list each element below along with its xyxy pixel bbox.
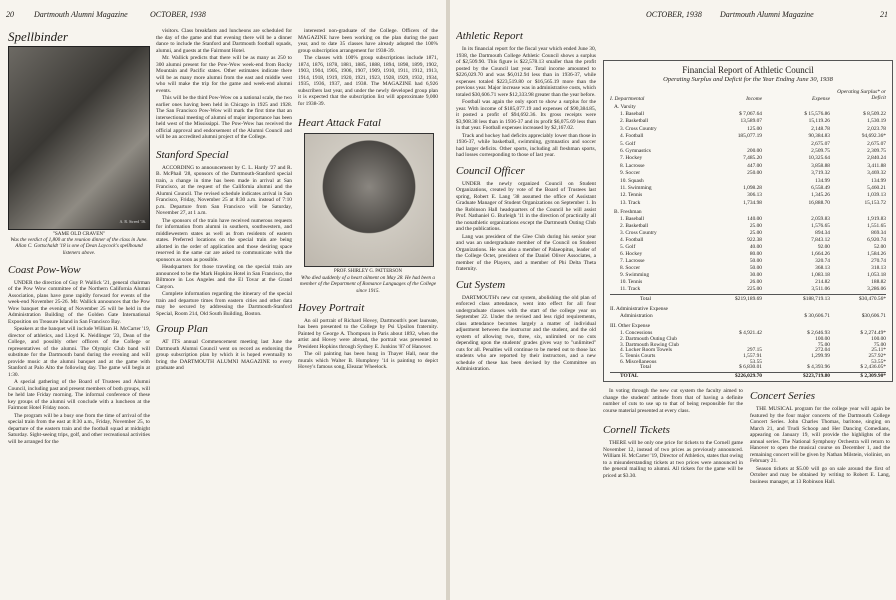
varsity-surplus: 15,153.72 [864, 199, 886, 206]
coast-heading: Coast Pow-Wow [8, 263, 81, 276]
freshman-row [610, 258, 886, 265]
freshman-surplus: 1,551.65 [867, 223, 886, 229]
freshman-income: 922.38 [747, 237, 762, 243]
column-5 [603, 388, 743, 598]
other-expense-income: 53.55 [749, 359, 762, 365]
coast-continued-paragraph: visitors. Class breakfasts and luncheons are scheduled for the day of the game and that evening there will be a dinner dance to include the Stanford and Dartmouth football squads, alumni, and guests at the Fairmont Hotel. [156, 28, 292, 54]
portrait-name: PROF. SHIRLEY G. PATTERSON [334, 269, 402, 274]
freshman-expense: 368.13 [815, 265, 830, 271]
hovey-heading: Hovey Portrait [298, 301, 365, 314]
grand-total-surplus: $ 2,309.90* [860, 373, 886, 379]
group-plan-continued: The classes with 100% group subscriptions include 1871, 1874, 1876, 1878, 1881, 1885, 1888, 1894, 1898, 1899, 1902, 1903, 1904, 1905, 1906, 1907, 1909, 1910, 1911, 1912, 1913, 1914, 1918, 1919, 1920, 1921, 1923, 1928, 1929, 1932, 1934, 1935, 1936, 1937, and 1938. The MAGAZINE had 6,926 subscribers last year, and under the newly developed group plan it is expected that the subscription list will approximate 9,000 for 1938-39. [298, 55, 438, 107]
varsity-name: 9. Soccer [620, 170, 641, 177]
freshman-expense: 3,511.06 [811, 286, 830, 292]
other-total-label: Total [640, 364, 651, 370]
financial-header-row [610, 89, 886, 103]
varsity-row [610, 200, 886, 207]
concert-heading: Concert Series [750, 390, 816, 402]
photo-caption-title: "SAME OLD CRAVEN" [52, 231, 106, 237]
freshman-surplus: 188.82 [871, 279, 886, 285]
varsity-income: 1,734.98 [743, 199, 762, 206]
freshman-expense: 7,843.12 [811, 237, 830, 243]
coast-paragraph: Speakers at the banquet will include William H. McCarter '19, director of athletics, and Lloyd K. Neidlinger '23, Dean of the College, and possibly other officers of the College or representatives of the alumni. The Olympic Club band will substitute for the Dartmouth band during the evening and will provide music at the alumni banquet and at the game with Stanford at Palo Alto the following day. The game will begin at 1:30. [8, 326, 150, 378]
other-expense-name: 1. Concessions [620, 330, 653, 336]
varsity-name: 2. Basketball [620, 118, 649, 125]
other-expense-income: 1,557.91 [743, 353, 762, 360]
section-departmental: I. Departmental [610, 96, 645, 102]
varsity-surplus: 1,039.13 [867, 192, 886, 199]
photo-caption: Was the verdict of 1,800 at the reunion dinner of the class in June. Allan C. Gottschaldt '18 is one of Dean Laycock's spellbound listeners above. [10, 237, 148, 256]
left-running-title: Dartmouth Alumni Magazine [34, 10, 128, 19]
varsity-expense: 1,345.26 [811, 192, 830, 199]
varsity-surplus: 2,023.78 [867, 125, 886, 132]
freshman-income: 50.00 [749, 265, 762, 271]
column-1 [8, 28, 150, 598]
departmental-total-row [610, 296, 886, 303]
varsity-income: 185,077.19 [737, 133, 762, 140]
freshman-surplus: 869.34 [871, 230, 886, 236]
varsity-expense: 90,384.83 [808, 133, 830, 140]
freshman-surplus: 52.00 [873, 244, 886, 250]
other-expense-name: 5. Tennis Courts [620, 353, 656, 360]
varsity-row [610, 178, 886, 185]
varsity-surplus: 3,469.32 [867, 170, 886, 177]
freshman-surplus: 1,584.26 [867, 251, 886, 257]
varsity-row [610, 148, 886, 155]
administration-label: Administration [620, 313, 653, 319]
varsity-row [610, 111, 886, 118]
freshman-name: 11. Track [620, 286, 641, 292]
other-expense-name: 4. Locker Room Towels [620, 347, 672, 354]
freshman-row [610, 272, 886, 279]
freshman-row [610, 286, 886, 293]
varsity-name: 10. Squash [620, 177, 644, 184]
varsity-name: 5. Golf [620, 140, 636, 147]
freshman-income: 50.00 [749, 258, 762, 264]
varsity-expense: 3,858.88 [811, 162, 830, 169]
coast-paragraph: A special gathering of the Board of Trustees and Alumni Council, including past and present members of both groups, will be held late Friday morning. The informal conference of these key groups of the alumni will conclude with a luncheon at the Fairmont Hotel Friday noon. [8, 379, 150, 412]
freshman-row [610, 279, 886, 286]
total-surplus: $30,470.56* [859, 296, 886, 302]
other-expense-name: 3. Dartmouth Rowing Club [620, 341, 679, 348]
financial-subtitle: Operating Surplus and Deficit for the Year Ending June 30, 1938 [663, 76, 833, 83]
council-paragraph: Lang was president of the Glee Club during his senior year and was an undergraduate member of the Council on Student Organizations. He was also a member of Palaeopitus, leader of the College Octet, president of the Daniel Oliver Associates, a member of the Players, and a member of Phi Delta Theta fraternity. [456, 233, 596, 272]
varsity-surplus: 2,309.75 [867, 148, 886, 154]
coast-continued-paragraph: This will be the third Pow-Wow on a national scale, the two earlier ones having been held in Chicago in 1925 and 1928. The San Francisco Pow-Wow will mark the first time that an intersectional meeting of alumni of major importance has been held west of the Mississippi. The Pow-Wow has received the official approval and endorsement of the Alumni Council and will be an accredited alumni project of the College. [156, 95, 292, 140]
varsity-row [610, 170, 886, 177]
other-total-row [610, 364, 886, 371]
freshman-surplus: 1,919.83 [867, 216, 886, 222]
other-expense-name: 2. Dartmouth Outing Club [620, 335, 677, 342]
stanford-heading: Stanford Special [156, 148, 229, 161]
stanford-paragraph: Headquarters for those traveling on the special train are announced to be the Mark Hopkins Hotel in San Francisco, the Biltmore in Los Angeles and the El Tovar at the Grand Canyon. [156, 264, 292, 290]
section-other [610, 323, 886, 330]
freshman-expense: 1,083.18 [811, 272, 830, 278]
stanford-paragraph: The sponsors of the train have received numerous requests for information from alumni in southern, southwestern, and middlewestern states as well as from residents of eastern states. Preferred locations on the special train are being allotted in the order of application and those desiring space reserved in the same car are asked to communicate with the sponsors as soon as possible. [156, 217, 292, 263]
hovey-paragraph: An oil portrait of Richard Hovey, Dartmouth's poet laureate, has been presented to the College by Psi Upsilon fraternity. Painted by George A. Thompson in Paris about 1892, when the artist and Hovey were abroad, the portrait was presented to President Hopkins through Sydney E. Junkins '87 of Hanover. [298, 317, 438, 350]
varsity-surplus: 94,692.36* [861, 133, 886, 140]
freshman-surplus: 270.74 [871, 258, 886, 264]
other-expense-surplus: 257.92* [868, 353, 886, 360]
freshman-expense: 320.74 [815, 258, 830, 264]
section-varsity [610, 104, 886, 111]
grand-total-label: TOTAL [620, 373, 639, 379]
spellbinder-heading: Spellbinder [8, 29, 68, 44]
varsity-surplus: 2,840.24 [867, 155, 886, 162]
grand-total-row [610, 373, 886, 380]
concert-paragraph: THE MUSICAL program for the college year will again be featured by the four major concerts of the Dartmouth College Concert Series. John Charles Thomas, baritone, singing on March 21, and Trudi Schoop and Her Dancing Comedians, appearing on January 19, will provide the highlights of the annual series. The National Symphony Orchestra will return to Hanover to open the musical course on December 1, and the remaining concert will be given by Nathan Milstein, violinist, on February 21. [750, 406, 890, 464]
freshman-name: 4. Football [620, 237, 644, 243]
other-expense-income: $ 4,921.42 [739, 330, 762, 336]
varsity-row [610, 185, 886, 192]
varsity-income: $ 7,067.64 [739, 111, 762, 117]
varsity-name: 8. Lacrosse [620, 162, 645, 169]
freshman-surplus: 1,053.18 [867, 272, 886, 278]
financial-title: Financial Report of Athletic Council [682, 65, 814, 75]
freshman-row [610, 223, 886, 230]
varsity-income: 250.00 [747, 170, 762, 177]
section-administrative [610, 306, 886, 313]
other-total-expense: $ 4,393.96 [807, 364, 830, 370]
varsity-expense: 6,558.49 [811, 185, 830, 191]
section-varsity-label: A. Varsity [614, 104, 636, 110]
cornell-paragraph: THERE will be only one price for tickets to the Cornell game November 12, instead of two prices as previously announced. William H. McCarter '19, Director of Athletics, states that owing to a misunderstanding tickets at two prices were announced in the general mailing to alumni. All tickets for the game will be priced at $3.30. [603, 440, 743, 479]
photo-credit: A. R. Streed '16. [119, 218, 146, 224]
varsity-income: 447.00 [747, 162, 762, 169]
freshman-name: 10. Tennis [620, 279, 643, 285]
varsity-row [610, 141, 886, 148]
varsity-name: 6. Gymnastics [620, 148, 651, 154]
varsity-income: 200.00 [747, 148, 762, 154]
section-freshman [610, 209, 886, 216]
freshman-name: 6. Hockey [620, 251, 643, 257]
freshman-name: 9. Swimming [620, 272, 650, 278]
column-4 [456, 28, 596, 598]
freshman-name: 2. Basketball [620, 223, 649, 229]
freshman-name: 5. Golf [620, 244, 636, 250]
varsity-expense: 2,148.78 [811, 125, 830, 132]
varsity-row [610, 126, 886, 133]
administration-deficit: $30,606.71 [861, 313, 886, 319]
varsity-income: 306.13 [747, 192, 762, 199]
varsity-name: 13. Track [620, 199, 641, 206]
total-label: Total [640, 296, 651, 302]
freshman-row [610, 216, 886, 223]
varsity-expense: 10,325.64 [808, 155, 830, 162]
freshman-row [610, 230, 886, 237]
varsity-expense: 16,888.70 [808, 199, 830, 206]
athletic-report-heading: Athletic Report [456, 30, 523, 42]
section-other-label: III. Other Expense [610, 323, 650, 329]
concert-paragraph: Season tickets at $5.00 will go on sale around the first of October and may be obtained by writing to Robert E. Lang, business manager, at 13 Robinson Hall. [750, 465, 890, 485]
varsity-expense: 134.99 [815, 177, 830, 184]
left-page-number: 20 [6, 10, 14, 19]
freshman-expense: 214.82 [815, 279, 830, 285]
column-6 [750, 388, 890, 598]
varsity-row [610, 155, 886, 162]
reunion-photo [8, 46, 150, 230]
group-plan-continued: interested non-graduate of the College. Officers of the MAGAZINE have been working on the plan during the past year, and to date 35 classes have already adopted the 100% group subscription arrangement for 1938-39. [298, 28, 438, 54]
varsity-expense: 2,509.75 [811, 148, 830, 154]
portrait-caption: Who died suddenly of a heart ailment on May 28. He had been a member of the Department of Romance Languages of the College since 1915. [299, 275, 437, 294]
expense-column-header: Expense [812, 96, 830, 102]
group-plan-heading: Group Plan [156, 323, 208, 335]
right-running-date: OCTOBER, 1938 [646, 10, 702, 19]
varsity-row [610, 163, 886, 170]
other-total-income: $ 6,830.01 [739, 364, 762, 370]
freshman-income: 26.00 [749, 279, 762, 285]
freshman-row [610, 265, 886, 272]
cut-system-continued: In voting through the new cut system the faculty aimed to change the students' attitude from that of having a definite number of cuts to use up to that of being responsible for the course material presented at every class. [603, 388, 743, 414]
cornell-heading: Cornell Tickets [603, 424, 670, 436]
varsity-income: 1,098.28 [743, 185, 762, 191]
varsity-surplus: 2,675.07 [867, 140, 886, 147]
freshman-expense: 894.34 [815, 230, 830, 236]
freshman-income: 225.00 [747, 286, 762, 292]
other-expense-expense: 1,299.99 [811, 353, 830, 360]
other-expense-expense: 272.04 [815, 347, 830, 354]
varsity-expense: $ 15,576.86 [804, 111, 830, 117]
coast-continued-paragraph: Mr. Wallick predicts that there will be as many as 250 to 300 alumni present for the Pow-Wow week-end from Rocky Mountain and Pacific states. Other estimates indicate there will be as many more alumni from the east and middle west who will make the trip for the game and week-end alumni events. [156, 55, 292, 94]
financial-report-box [603, 60, 893, 382]
other-expense-expense: 75.00 [817, 341, 830, 348]
other-expense-name: 6. Miscellaneous [620, 359, 657, 365]
varsity-row [610, 133, 886, 140]
grand-total-expense: $223,719.80 [803, 373, 830, 379]
varsity-row [610, 118, 886, 125]
freshman-expense: 1,664.26 [811, 251, 830, 257]
freshman-name: 7. Lacrosse [620, 258, 645, 264]
freshman-name: 3. Cross Country [620, 230, 657, 236]
varsity-row [610, 192, 886, 199]
right-running-title: Dartmouth Alumni Magazine [720, 10, 814, 19]
left-running-date: OCTOBER, 1938 [150, 10, 206, 19]
freshman-row [610, 237, 886, 244]
other-expense-surplus: 75.00 [873, 341, 886, 348]
coast-paragraph: The program will be a busy one from the time of arrival of the special train from the east at 8:30 a.m., Friday, November 25, to departure of the eastern train and the football squad at midnight Saturday. Sight-seeing trips, golf, and other recreational activities will be arranged for the [8, 412, 150, 445]
income-column-header: Income [746, 96, 762, 102]
total-expense: $188,719.13 [803, 296, 830, 302]
freshman-income: 30.00 [749, 272, 762, 278]
other-expense-surplus: 53.55* [871, 359, 886, 365]
athletic-paragraph: Football was again the only sport to show a surplus for the year. With income of $185,077.19 and expenses of $90,384.85, it posted a profit of $94,692.36. Its gross receipts were $3,908.38 less than in 1936-37 and its profit $6,075.69 less than in that year. Football expenses increased by $2,167.02. [456, 99, 596, 131]
varsity-name: 1. Baseball [620, 111, 644, 117]
freshman-expense: 1,576.65 [811, 223, 830, 229]
varsity-name: 12. Tennis [620, 192, 643, 199]
varsity-income: 125.00 [747, 125, 762, 132]
patterson-portrait [304, 133, 434, 267]
group-plan-paragraph: AT ITS annual Commencement meeting last June the Dartmouth Alumni Council went on record as endorsing the group subscription plan by which it is hoped eventually to bring the DARTMOUTH ALUMNI MAGAZINE to every graduate and [156, 339, 292, 371]
varsity-income: 13,589.07 [740, 118, 762, 125]
varsity-surplus: 3,411.88 [867, 162, 886, 169]
cut-system-paragraph: DARTMOUTH's new cut system, abolishing the old plan of enforced class attendance, went into effect for all four undergraduate classes with the start of the college year on September 22. Under the revised and less rigid requirements, class attendance becomes largely a matter of individual adjustment between the instructor and the student, and the old system of allowing two, three, six, unlimited or no cuts depending upon the students' grades gives way to "unlimited" cuts for all. Penalties will continue to be meted out to those lax students who are reported by their instructors, and a new schedule of these has been devised by the Committee on Administration. [456, 294, 596, 372]
administration-row [610, 313, 886, 320]
freshman-income: 25.00 [749, 230, 762, 236]
total-rule [610, 294, 886, 295]
freshman-income: 25.00 [749, 223, 762, 229]
freshman-row [610, 244, 886, 251]
varsity-name: 3. Cross Country [620, 125, 657, 132]
stanford-paragraph: Complete information regarding the itinerary of the special train and departure times from eastern cities and other data may be secured by addressing the Dartmouth-Stanford Special, Room 214, Old South Building, Boston. [156, 291, 292, 317]
council-paragraph: UNDER the newly organized Council on Student Organizations, created by vote of the Board of Trustees last spring, Robert E. Lang '38 assumed the office of Assistant Graduate Manager of Student Organizations on September 1. In the Robinson Hall headquarters of the Council he will assist Prof. Nathaniel G. Burleigh '11 in the direction of practically all the nonathletic organizations except the Dartmouth Outing Club and the publications. [456, 180, 596, 232]
freshman-income: 40.00 [749, 244, 762, 250]
spellbinder-photo-area [8, 46, 150, 231]
varsity-income: 7,485.20 [743, 155, 762, 162]
portrait-area [298, 133, 438, 269]
freshman-row [610, 251, 886, 258]
other-expense-surplus: 25.11* [871, 347, 886, 354]
varsity-surplus: 1,530.19 [867, 118, 886, 125]
freshman-name: 1. Baseball [620, 216, 644, 222]
coast-paragraph: UNDER the direction of Guy P. Wallick '21, general chairman of the Pow Wow committee of the Northern California Alumni Association, plans have gone rapidly forward for events of the week-end November 25-26. Mr. Wallick announces that the Pow Wow banquet the evening of November 25 will be held in the Administration Building of the Golden Gate International Exposition on Treasure Island in San Francisco Bay. [8, 279, 150, 325]
surplus-column-header: Operating Surplus* or Deficit [837, 89, 886, 101]
varsity-expense: 3,719.32 [811, 170, 830, 177]
grand-total-income: $226,029.70 [735, 373, 762, 379]
freshman-expense: 92.00 [817, 244, 830, 250]
freshman-surplus: 6,920.74 [867, 237, 886, 243]
stanford-paragraph: ACCORDING to announcement by C. L. Hardy '27 and R. B. McPhail '28, sponsors of the Dartmouth-Stanford special train, a change in time has been made in arrival at San Francisco, at the request of the California alumni and the Alumni Council. The revised schedule indicates arrival in San Francisco, Friday, November 25 at 8:30 a.m. instead of 7:10 p.m. Departure from San Francisco will be Saturday, November 27, at 1 a.m. [156, 164, 292, 216]
other-expense-income: 297.15 [747, 347, 762, 354]
council-heading: Council Officer [456, 164, 525, 177]
right-page-number: 21 [880, 10, 888, 19]
freshman-income: 80.00 [749, 251, 762, 257]
column-2 [156, 28, 292, 598]
varsity-name: 7. Hockey [620, 155, 643, 162]
freshman-income: 140.00 [747, 216, 762, 222]
freshman-name: 8. Soccer [620, 265, 641, 271]
varsity-name: 11. Swimming [620, 185, 652, 191]
freshman-expense: 2,059.83 [811, 216, 830, 222]
other-expense-expense: 100.00 [815, 335, 830, 342]
varsity-surplus: 5,460.21 [867, 185, 886, 191]
other-expense-surplus: 100.00 [871, 335, 886, 342]
section-administrative-label: II. Administrative Expense [610, 306, 668, 312]
cut-system-heading: Cut System [456, 278, 506, 291]
other-expense-surplus: $ 2,274.49* [860, 330, 886, 336]
varsity-name: 4. Football [620, 133, 644, 140]
total-income: $219,189.69 [735, 296, 762, 302]
freshman-surplus: 3,286.06 [867, 286, 886, 292]
other-total-surplus: $ 2,436.05* [860, 364, 886, 370]
varsity-surplus: 134.99 [871, 177, 886, 184]
varsity-expense: 2,675.07 [811, 140, 830, 147]
freshman-surplus: 318.13 [871, 265, 886, 271]
athletic-paragraph: In its financial report for the fiscal year which ended June 30, 1938, the Dartmouth College Athletic Council shows a surplus of $2,509.90. This figure is $22,578.13 smaller than the profit posted by the Council last year. Total income amounted to $226,029.70 and was $6,012.94 less than in 1936-37, while expenses totaled $223,519.80 or $16,565.19 more than the previous year. Major increase was in administrative costs, which totaled $30,606.71 were $12,333.98 greater than the year before. [456, 46, 596, 98]
administration-expense: $ 30,606.71 [804, 313, 830, 319]
heart-attack-heading: Heart Attack Fatal [298, 117, 381, 129]
athletic-paragraph: Track and hockey had deficits appreciably lower than those in 1936-37, while basketball, swimming, gymnastics and soccer had larger deficits. Other sports, including all freshman sports, had losses corresponding to those of last year. [456, 132, 596, 158]
other-expense-expense: $ 2,646.93 [807, 330, 830, 336]
column-3 [298, 28, 438, 598]
varsity-expense: 15,119.26 [808, 118, 830, 125]
varsity-surplus: $ 8,509.22 [863, 111, 886, 117]
hovey-paragraph: The oil painting has been hung in Thayer Hall, near the murals which Walter B. Humphrey '14 is painting to depict Hovey's famous song, Eleazar Wheelock. [298, 351, 438, 371]
section-freshman-label: B. Freshman [614, 209, 642, 215]
